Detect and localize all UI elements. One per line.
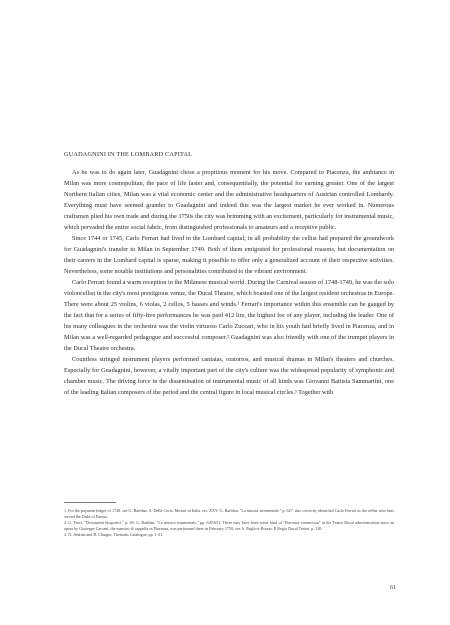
section-heading: GUADAGNINI IN THE LOMBARD CAPITAL xyxy=(64,151,193,158)
footnote: 2. G. Fiori, "Documenti biografici," p. 69. G. Barblan, "La musica strumentale," pp. 620-631. There may have been some kind of "Piacenza connection" in the Teatro Ducal administration since an opera by Giuseppe Carcani, the maestro di cappella in Piacenza, was performed there in February 1750; see A. Paglicci-Brozzi, Il Regio Ducal Teatro, p. 120. xyxy=(64,520,394,531)
body-text xyxy=(64,167,394,398)
paragraph: As he was to do again later, Guadagnini chose a propitious moment for his move. Compared to Piacenza, the ambiance in Milan was more cosmopolitan, the pace of life faster and, consequentially, the potential for earning greater. One of the largest Northern Italian cities, Milan was a vital economic center and the administrative headquarters of Austrian controlled Lombardy. Everything must have seemed grander to Guadagnini and indeed this was the largest market he ever worked in. Numerous craftsmen plied his own trade and during the 1750s the city was brimming with an excitement, particularly for instrumental music, which pervaded the entire social fabric, from distinguished professionals to amateurs and a receptive public. xyxy=(64,169,394,231)
footnote: 1. For the payment ledger of 1748, see G. Barblan, A. Della Corte, Mozart in Italia, tav. XXV. G. Barblan, "La musica strumentale," p. 627, also correctly identified Carlo Ferrari as the cellist who later served the Duke of Parma. xyxy=(64,508,394,519)
footnote: 3. N. Jenkins and B. Churgin, Thematic Catalogue, pp. 1-21. xyxy=(64,532,164,537)
footnotes xyxy=(64,508,394,538)
footnote-divider xyxy=(64,502,116,503)
page-number: 61 xyxy=(390,585,396,591)
paragraph: Since 1744 or 1745, Carlo Ferrari had lived in the Lombard capital; in all probability the cellist had prepared the groundwork for Guadagnini's transfer to Milan in September 1749. Both of them emigrated for professional reasons, but documentation on their careers in the Lombard capital is sparse, making it possible to offer only a generalized account of their respective activities. Nevertheless, some notable institutions and personalities contributed to the vibrant environment. xyxy=(64,235,394,275)
paragraph: Carlo Ferrari found a warm reception in the Milanese musical world. During the Carnival season of 1748-1749, he was the solo violoncellist in the city's most prestigious venue, the Ducal Theatre, which boasted one of the largest resident orchestras in Europe. There were about 25 violins, 6 violas, 2 cellos, 5 basses and winds.¹ Ferrari's importance within this ensemble can be gauged by the fact that for a series of fifty-five performances he was paid 412 lire, the highest fee of any player, including the leader. One of his many colleagues in the orchestra was the violin virtuoso Carlo Zuccari, who in his youth had briefly lived in Piacenza, and in Milan was a well-regarded pedagogue and successful composer.² Guadagnini was also friendly with one of the trumpet players in the Ducal Theatre orchestra. xyxy=(64,279,395,352)
paragraph: Countless stringed instrument players performed cantatas, oratorios, and musical dramas in Milan's theaters and churches. Especially for Guadagnini, however, a vitally important part of the city's culture was the widespread popularity of symphonic and chamber music. The driving force in the dissemination of instrumental music of all kinds was Giovanni Battista Sammartini, one of the leading Italian composers of the period and the central figure in local musical circles.³ Together with xyxy=(64,356,394,396)
